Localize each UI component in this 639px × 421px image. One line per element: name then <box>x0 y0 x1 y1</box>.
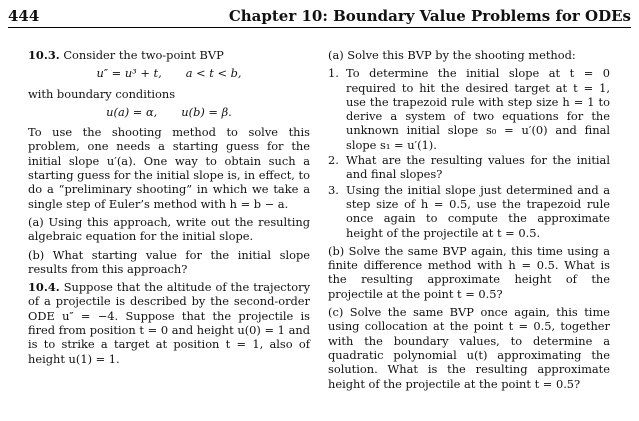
problem-intro-text: Consider the two-point BVP <box>63 48 224 62</box>
problem-number: 10.4. <box>28 280 60 295</box>
ode-expression: u″ = u³ + t, <box>96 66 162 81</box>
header-rule <box>8 27 631 28</box>
page-header <box>8 6 631 26</box>
bc-intro: with boundary conditions <box>28 86 176 101</box>
problem-10-3-intro <box>28 48 310 62</box>
part-c-text: (c) Solve the same BVP once again, this time using collocation at the point t = 0.5, together with the boundary values, to determine a quadratic polynomial u(t) approximating the solution. What is the resulting approximate height of the projectile at the point t = 0.5? <box>328 305 610 391</box>
item-number: 2. <box>328 153 339 168</box>
item-number: 1. <box>328 66 339 81</box>
part-a-intro: (a) Solve this BVP by the shooting method: <box>328 48 576 62</box>
item-number: 3. <box>328 182 339 197</box>
shooting-steps-list <box>328 66 610 240</box>
problem-10-3-part-b: (b) What starting value for the initial slope results from this approach? <box>28 247 310 276</box>
list-item <box>328 66 610 152</box>
problem-number: 10.3. <box>28 48 60 62</box>
list-item <box>328 153 610 182</box>
bc-left: u(a) = α, <box>106 104 158 119</box>
left-column <box>28 48 310 370</box>
item-text: To determine the initial slope at t = 0 required to hit the desired target at t = 1, use the trapezoid rule with step size h = 1 to derive a system of two equations for the unknown initial slope s₀ = u′(0) and final slope s₁ = u′(1). <box>346 66 610 152</box>
ode-equation <box>28 66 310 80</box>
problem-10-3-body: To use the shooting method to solve this problem, one needs a starting guess for the initial slope u′(a). One way to obtain such a starting guess for the initial slope is, in effect, to do a “preliminary shooting” in which we take a single step of Euler’s method with h = b − a. <box>28 125 310 211</box>
right-column <box>328 48 610 395</box>
boundary-conditions <box>28 105 310 119</box>
problem-body-text: Suppose that the altitude of the trajectory of a projectile is described by the second-order ODE u″ = −4. Suppose that the projectile is fired from position t = 0 and height u(0) = 1 and is to strike a target at position t = 1, also of height u(1) = 1. <box>28 280 311 366</box>
item-text: Using the initial slope just determined and a step size of h = 0.5, use the trapezoid rule once again to compute the approximate height of the projectile at t = 0.5. <box>346 182 610 240</box>
part-b-text: (b) Solve the same BVP again, this time using a finite difference method with h = 0.5. What is the resulting approximate height of the projectile at the point t = 0.5? <box>328 243 610 301</box>
item-text: What are the resulting values for the initial and final slopes? <box>346 153 610 182</box>
bc-right: u(b) = β. <box>181 104 232 119</box>
chapter-title: Chapter 10: Boundary Value Problems for ODEs <box>228 7 631 25</box>
list-item <box>328 183 610 240</box>
ode-domain: a < t < b, <box>185 66 242 81</box>
problem-10-3-part-a: (a) Using this approach, write out the resulting algebraic equation for the initial slope. <box>28 214 310 244</box>
page-number: 444 <box>8 7 40 25</box>
problem-10-4 <box>28 280 310 366</box>
